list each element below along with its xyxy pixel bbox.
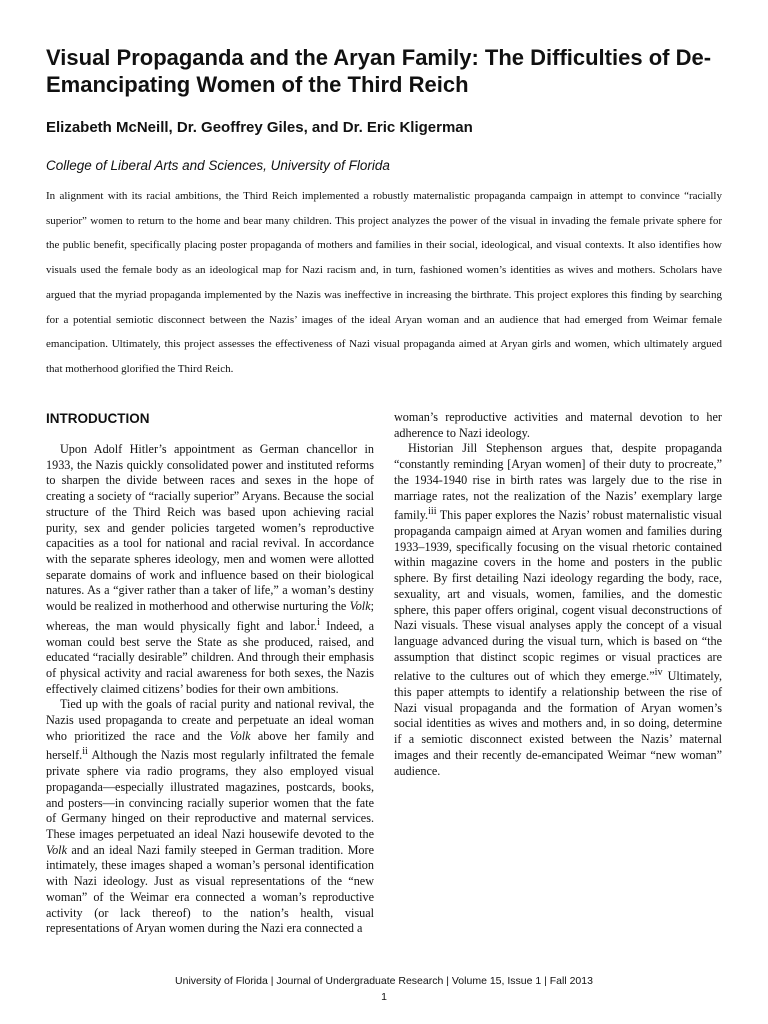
intro-p3-text-a: Historian Jill Stephenson argues that, despite propaganda “constantly reminding [Aryan women] of their duty to procreate,” the 1934-1940 rise in birth rates was largely due to the rise in marriage rates, not the realization of the Nazis’ exemplary large family. xyxy=(394,441,722,523)
author-list: Elizabeth McNeill, Dr. Geoffrey Giles, and Dr. Eric Kligerman xyxy=(46,119,473,136)
endnote-marker: i xyxy=(317,616,320,628)
intro-p2-text-c: Although the Nazis most regularly infiltrated the female private sphere via radio programs, they also employed visual propaganda—especially illustrated magazines, postcards, books, and posters—in convincing racially superior women that the fate of Germany hinged on their reproductive and maternal services. These images perpetuated an ideal Nazi housewife devoted to the xyxy=(46,748,374,841)
intro-p1-text-b: ; whereas, the man would physically fight and labor. xyxy=(46,599,374,633)
right-column xyxy=(394,410,722,779)
intro-p2-text-b: above her family and herself. xyxy=(46,728,374,763)
intro-p3-text-c: Ultimately, this paper attempts to identify a relationship between the rise of Nazi visual propaganda and the formation of Aryan women’s social identities as wives and mothers and, in so doing, determine if a semiotic disconnect existed between the Nazis’ maternal images and their recently de-emancipated Weimar “new woman” audience. xyxy=(394,669,722,778)
intro-p2-text-d: and an ideal Nazi family steeped in German tradition. More intimately, these images shaped a woman’s personal identification with Nazi ideology. Just as visual representations of the “new woman” of the Weimar era connected a woman’s reproductive activity (or lack thereof) to the nation’s health, visual representations of Aryan women during the Nazi era connected a xyxy=(46,842,374,936)
article-title: Visual Propaganda and the Aryan Family: The Difficulties of De-Emancipating Women of the Third Reich xyxy=(46,45,712,97)
intro-paragraph-1 xyxy=(46,442,374,697)
intro-paragraph-2-continued xyxy=(394,410,722,441)
endnote-marker: iv xyxy=(654,667,663,679)
endnote-marker: ii xyxy=(82,746,88,758)
intro-p2-text-d-continued: woman’s reproductive activities and maternal devotion to her adherence to Nazi ideology. xyxy=(394,410,722,440)
introduction-heading: INTRODUCTION xyxy=(46,411,150,426)
intro-p3-text-b: This paper explores the Nazis’ robust maternalistic visual propaganda campaign aimed at Aryan women and families during 1933–1939, specifically focusing on the visual rhetoric contained within magazine covers in the home and posters in the public sphere. By first detailing Nazi ideology regarding the body, race, sexuality, art and visuals, women, families, and the domestic sphere, this paper offers original, cogent visual deconstructions of Nazi visuals. These visual analyses apply the concept of a visual language advanced during the visual turn, which is based on “the assumption that distinct scopic regimes or visual practices are relative to the cultures out of which they emerge.” xyxy=(394,508,722,684)
volk-term: Volk xyxy=(46,842,67,857)
endnote-marker: iii xyxy=(428,506,437,518)
journal-footer: University of Florida | Journal of Undergraduate Research | Volume 15, Issue 1 | Fall 2013 xyxy=(175,975,593,987)
intro-p1-text-a: Upon Adolf Hitler’s appointment as German chancellor in 1933, the Nazis quickly consolidated power and instituted reforms to sharpen the divide between races and sexes in the hope of creating a society of “racially superior” Aryans. Because the social structure of the Third Reich was based upon achieving racial purity, sex and gender policies targeted women’s reproductive capacities as a tool for national and racial revival. In accordance with the separate spheres ideology, men and women were allotted separate domains of work and influence based on their biological natures. As a “giver rather than a taker of life,” a woman’s destiny would be realized in motherhood and otherwise nurturing the xyxy=(46,442,374,614)
page-number: 1 xyxy=(381,991,387,1003)
left-column xyxy=(46,410,374,937)
intro-p2-text-a: Tied up with the goals of racial purity and national revival, the Nazis used propaganda to create and perpetuate an ideal woman who prioritized the race and the xyxy=(46,697,374,743)
affiliation: College of Liberal Arts and Sciences, University of Florida xyxy=(46,158,390,173)
volk-term: Volk xyxy=(229,728,251,743)
volk-term: Volk xyxy=(349,599,371,614)
intro-p1-text-c: Indeed, a woman could best serve the State as she produced, raised, and educated “racially desirable” children. And through their emphasis of physical activity and racial awareness for both sexes, the Nazis effectively claimed citizens’ bodies for their own ambitions. xyxy=(46,618,374,696)
intro-paragraph-3 xyxy=(394,441,722,779)
intro-paragraph-2 xyxy=(46,697,374,937)
abstract: In alignment with its racial ambitions, the Third Reich implemented a robustly maternalistic propaganda campaign in attempt to convince “racially superior” women to return to the home and bear many children. This project analyzes the power of the visual in invading the female private sphere for the public benefit, specifically placing poster propaganda of mothers and families in their social, ideological, and visual contexts. It also identifies how visuals used the female body as an ideological map for Nazi racism and, in turn, fashioned women’s identities as wives and mothers. Scholars have argued that the myriad propaganda implemented by the Nazis was ineffective in increasing the birthrate. This project explores this finding by searching for a potential semiotic disconnect between the Nazis’ images of the ideal Aryan woman and an audience that had emerged from Weimar female emancipation. Ultimately, this project assesses the effectiveness of Nazi visual propaganda aimed at Aryan girls and women, which ultimately argued that motherhood glorified the Third Reich. xyxy=(46,190,722,375)
